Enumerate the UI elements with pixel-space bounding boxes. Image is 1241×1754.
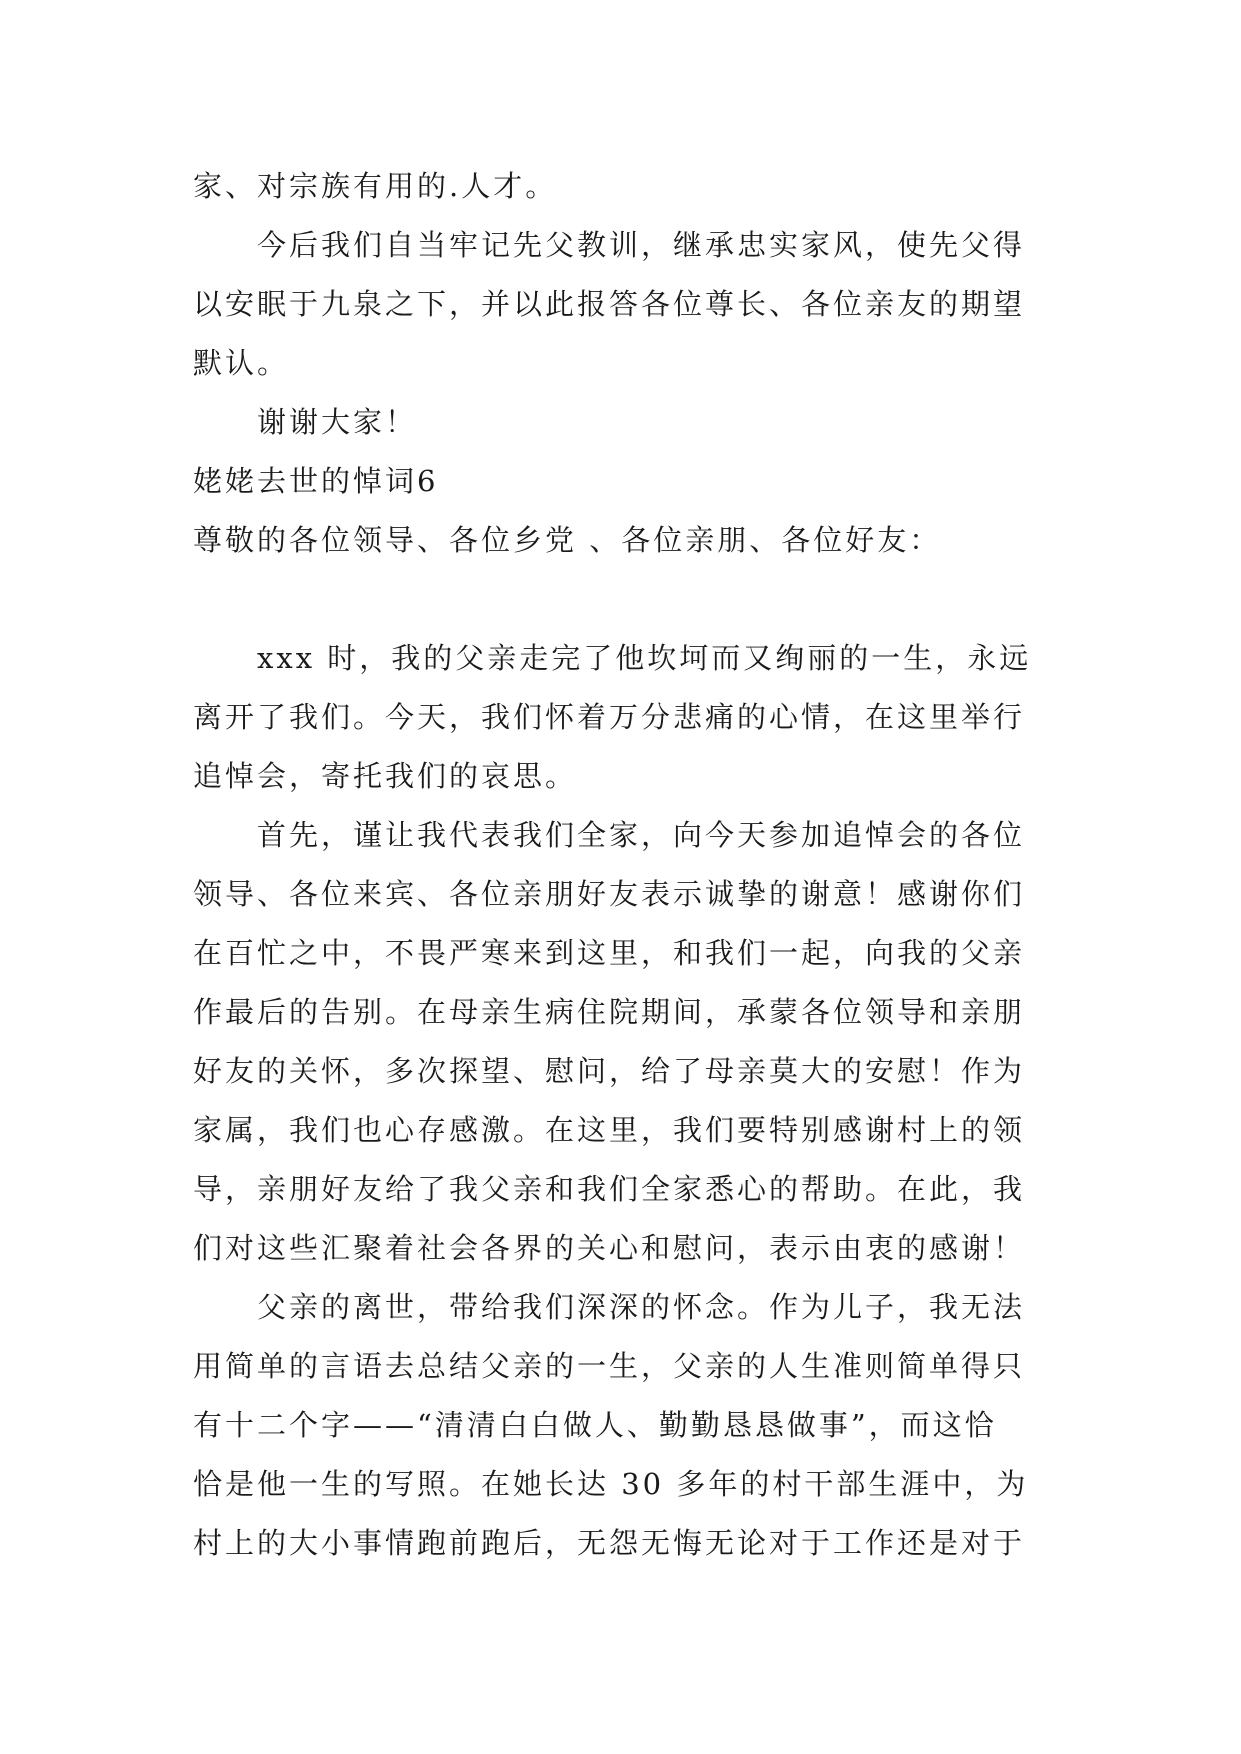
paragraph-first-line: 今后我们自当牢记先父教训，继承忠实家风，使先父得 [257,228,1026,262]
text-line: 家、对宗族有用的.人才。 [193,169,558,203]
blank-line [193,570,1058,629]
paragraph-first-line: xxx 时，我的父亲走完了他坎坷而又绚丽的一生，永远 [257,641,1032,675]
document-body [193,157,1058,1573]
section-title: 姥姥去世的悼词6 [193,464,439,498]
text-line: 以安眠于九泉之下，并以此报答各位尊长、各位亲友的期望 [193,287,1026,321]
paragraph-first-line: 谢谢大家！ [257,405,418,439]
text-line: 离开了我们。今天，我们怀着万分悲痛的心情，在这里举行 [193,700,1026,734]
text-line: 家属，我们也心存感激。在这里，我们要特别感谢村上的领 [193,1113,1026,1147]
text-line: 有十二个字——“清清白白做人、勤勤恳恳做事”，而这恰 [193,1408,997,1442]
text-line: 好友的关怀，多次探望、慰问，给了母亲莫大的安慰！作为 [193,1054,1026,1088]
text-line: 追悼会，寄托我们的哀思。 [193,759,578,793]
paragraph-first-line: 父亲的离世，带给我们深深的怀念。作为儿子，我无法 [257,1290,1026,1324]
text-line: 导，亲朋好友给了我父亲和我们全家悉心的帮助。在此，我 [193,1172,1026,1206]
text-line: 村上的大小事情跑前跑后，无怨无悔无论对于工作还是对于 [193,1526,1026,1560]
text-line: 恰是他一生的写照。在她长达 30 多年的村干部生涯中，为 [193,1467,1029,1501]
text-line: 领导、各位来宾、各位亲朋好友表示诚挚的谢意！感谢你们 [193,877,1026,911]
text-line: 作最后的告别。在母亲生病住院期间，承蒙各位领导和亲朋 [193,995,1026,1029]
paragraph-first-line: 首先，谨让我代表我们全家，向今天参加追悼会的各位 [257,818,1026,852]
salutation: 尊敬的各位领导、各位乡党 、各位亲朋、各位好友： [193,523,942,557]
text-line: 用简单的言语去总结父亲的一生，父亲的人生准则简单得只 [193,1349,1026,1383]
text-line: 们对这些汇聚着社会各界的关心和慰问，表示由衷的感谢！ [193,1231,1026,1265]
text-line: 在百忙之中，不畏严寒来到这里，和我们一起，向我的父亲 [193,936,1026,970]
text-line: 默认。 [193,346,290,380]
